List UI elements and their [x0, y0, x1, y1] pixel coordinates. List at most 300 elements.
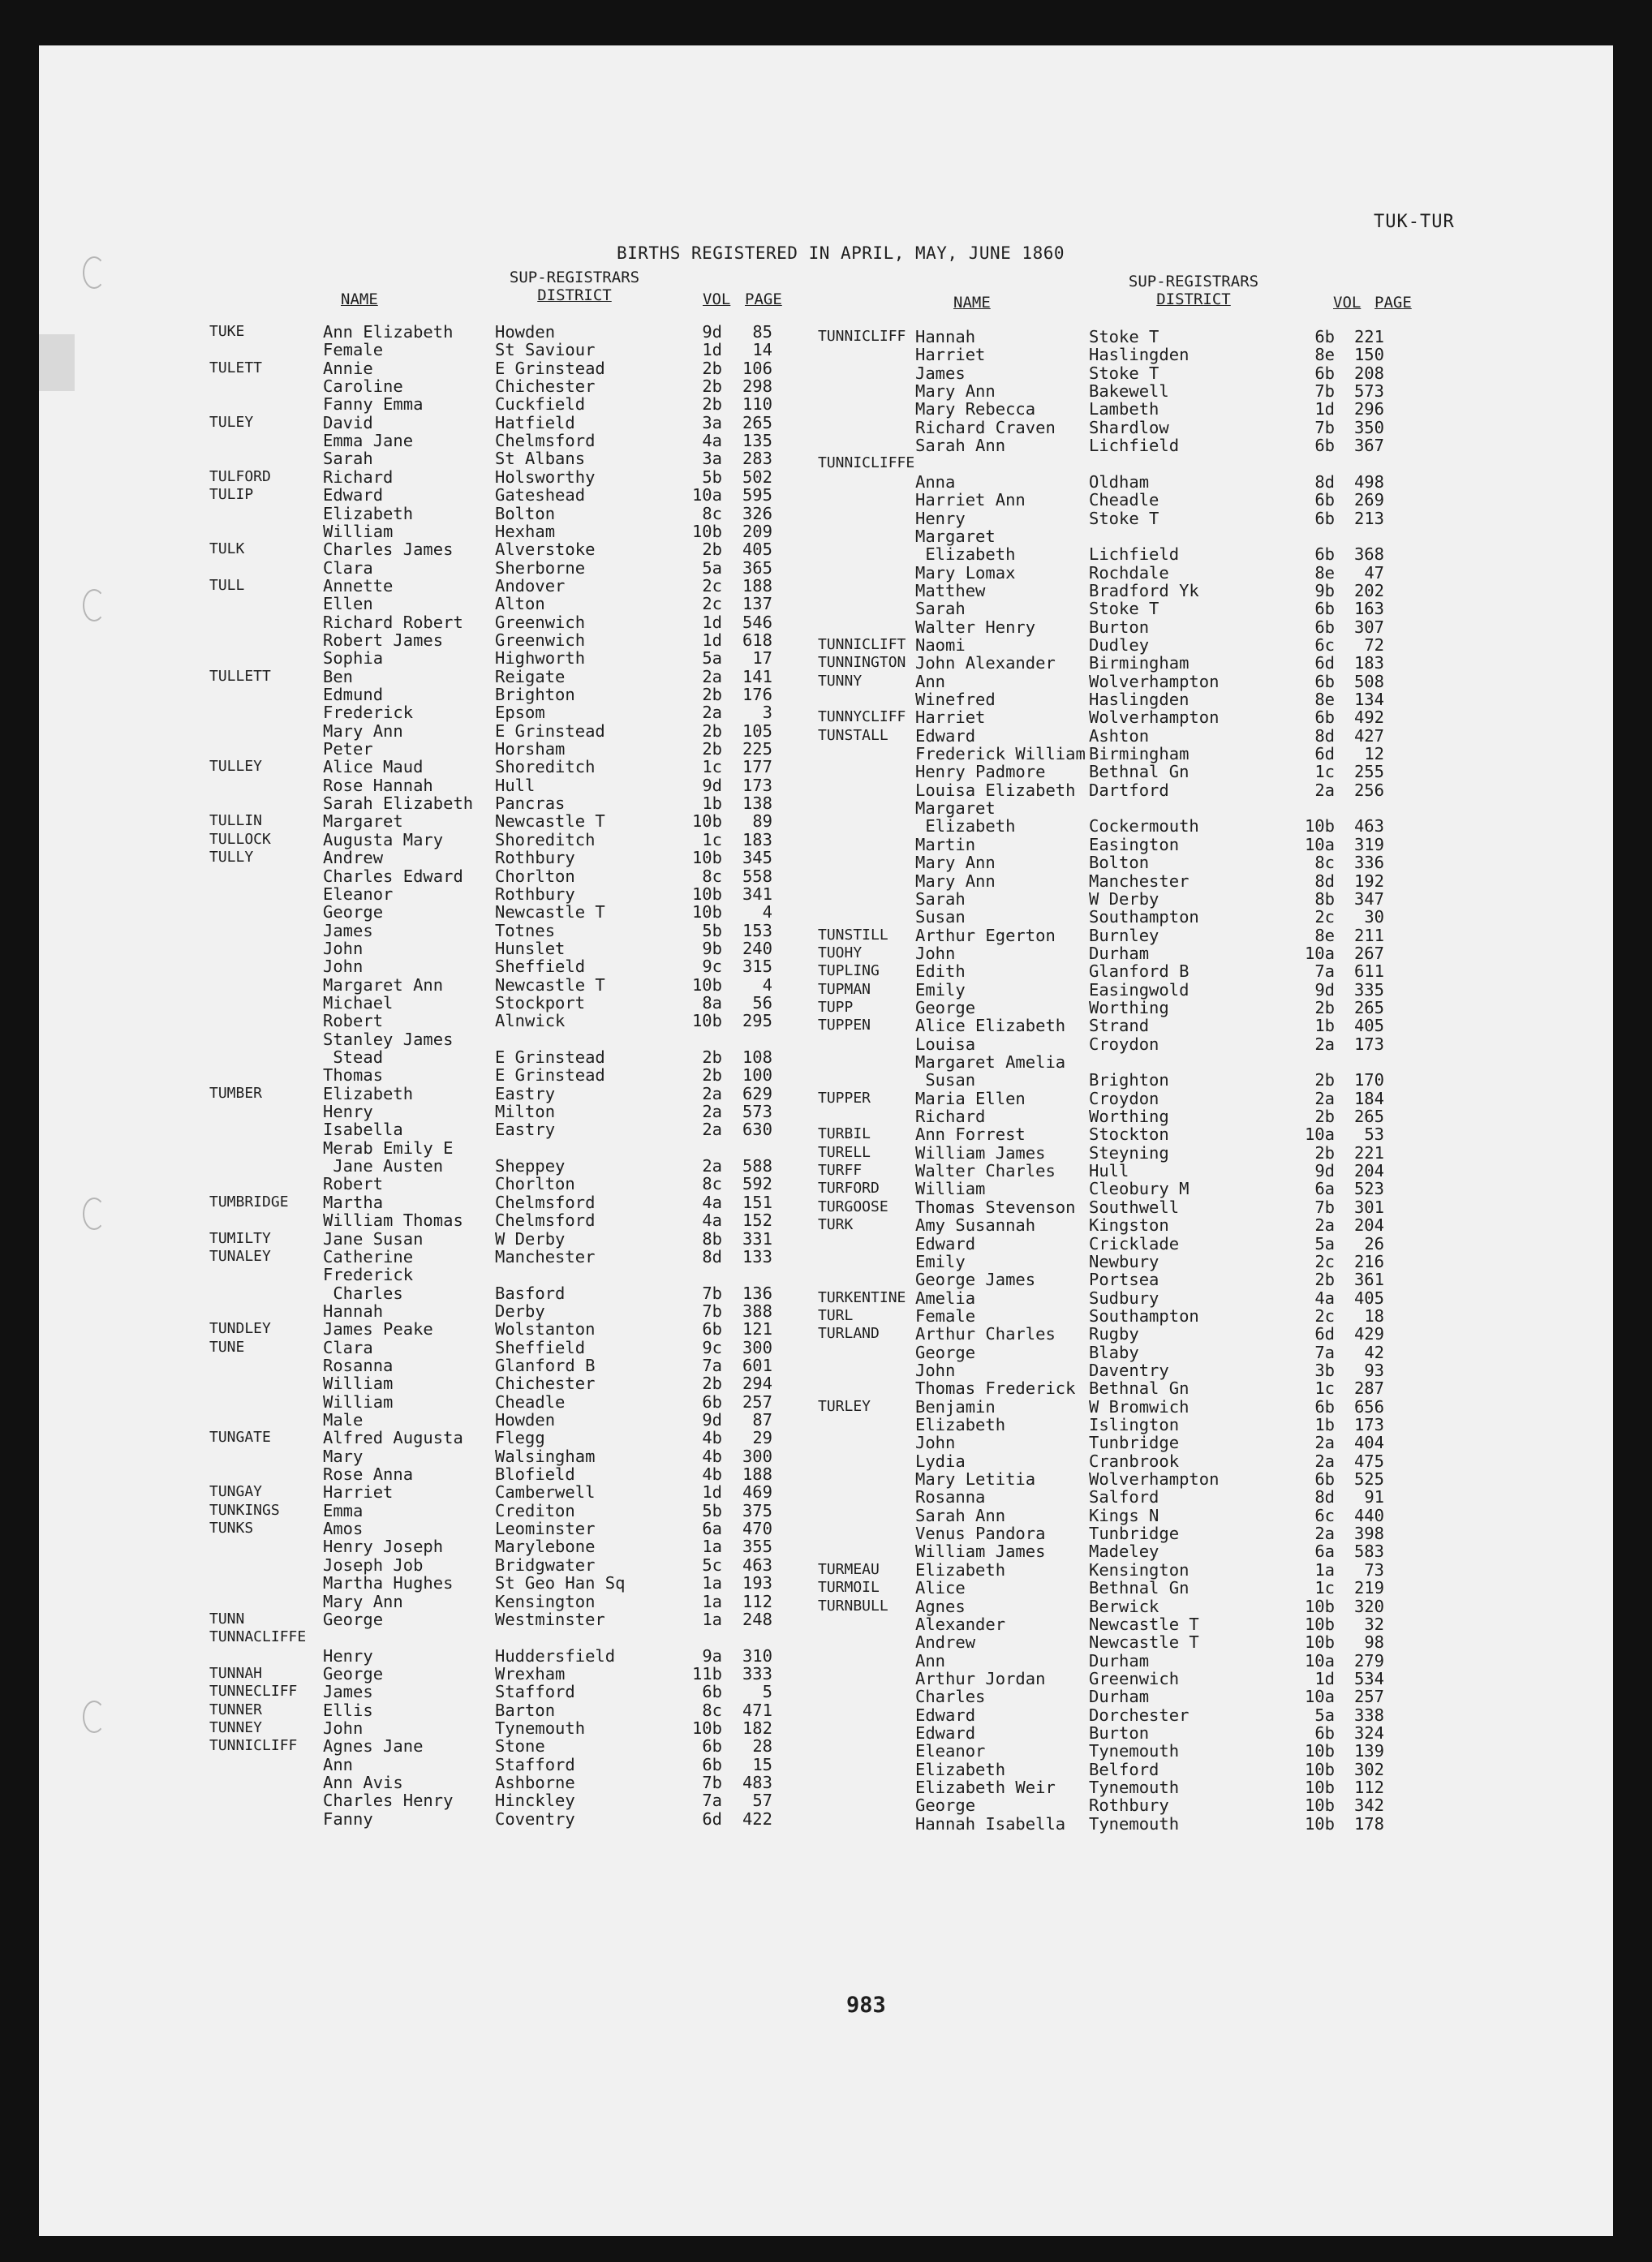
entry-row	[209, 1193, 842, 1211]
entry-row	[209, 323, 842, 341]
entry-district: Burton	[1089, 1722, 1150, 1743]
entry-row	[818, 436, 1475, 454]
entry-vol: 6b	[702, 1754, 722, 1774]
entry-surname: TULLIN	[209, 812, 263, 830]
entry-row	[818, 419, 1475, 436]
entry-vol: 11b	[691, 1663, 722, 1684]
entry-district: Steyning	[1089, 1142, 1169, 1163]
entry-row	[818, 654, 1475, 672]
entry-page: 310	[742, 1645, 772, 1666]
entry-vol: 1b	[1314, 1016, 1335, 1036]
entry-district: St Geo Han Sq	[495, 1573, 626, 1593]
entry-forename: Amy Susannah	[915, 1215, 1036, 1236]
entry-page: 630	[742, 1120, 772, 1140]
entry-surname: TULLEY	[209, 758, 263, 776]
entry-row	[209, 449, 842, 467]
entry-forename: Venus Pandora	[915, 1524, 1046, 1544]
entry-page: 398	[1353, 1524, 1384, 1544]
entry-vol: 8c	[702, 866, 722, 886]
entry-row	[209, 1357, 842, 1374]
entry-vol: 6a	[1314, 1542, 1335, 1562]
entry-forename: Henry	[323, 1645, 373, 1666]
entry-row	[818, 1542, 1475, 1560]
entry-district: E Grinstead	[495, 720, 605, 741]
entry-page: 56	[752, 992, 772, 1013]
entry-forename: Margaret	[323, 811, 403, 832]
entry-district: Durham	[1089, 1650, 1150, 1671]
entry-surname: TURFORD	[818, 1180, 880, 1198]
entry-page: 176	[742, 685, 772, 704]
entry-vol: 1b	[1314, 1415, 1335, 1434]
entry-forename: Walter Henry	[915, 617, 1036, 637]
entry-vol: 2b	[1314, 1107, 1335, 1127]
entry-vol: 6b	[1314, 1396, 1335, 1417]
entry-surname: TUNSTILL	[818, 926, 888, 944]
entry-district: Shoreditch	[495, 829, 596, 849]
entry-page: 595	[742, 485, 772, 505]
entry-forename: Henry	[323, 1102, 373, 1122]
entry-row	[209, 686, 842, 703]
entry-district: Stoke T	[1089, 363, 1159, 383]
entry-forename: Hannah Isabella	[915, 1813, 1066, 1834]
entry-vol: 8c	[702, 1174, 722, 1194]
entry-vol: 5c	[702, 1555, 722, 1575]
entry-vol: 1d	[702, 340, 722, 360]
entry-forename: Susan	[915, 1070, 976, 1090]
entry-page: 255	[1353, 762, 1384, 782]
entry-page: 105	[742, 720, 772, 741]
entry-forename: William	[323, 1374, 394, 1394]
entry-district: Tynemouth	[1089, 1741, 1180, 1761]
entry-forename: Sarah	[323, 449, 373, 469]
entry-forename: Annette	[323, 575, 394, 596]
entry-vol: 8c	[1314, 853, 1335, 873]
entry-vol: 6d	[702, 1808, 722, 1829]
entry-row	[209, 1030, 842, 1048]
entry-district: Pancras	[495, 793, 566, 814]
entry-vol: 10a	[1304, 1650, 1335, 1671]
entry-district: Shoreditch	[495, 757, 596, 777]
entry-page: 469	[742, 1482, 772, 1503]
entry-page: 57	[752, 1791, 772, 1811]
entry-vol: 7b	[1314, 381, 1335, 402]
entry-row	[209, 395, 842, 413]
entry-district: St Saviour	[495, 340, 596, 360]
entry-forename: Ann Elizabeth	[323, 322, 454, 342]
entry-row	[209, 1266, 842, 1284]
entry-district: Lichfield	[1089, 436, 1180, 456]
entry-forename: Alfred Augusta	[323, 1428, 463, 1448]
entry-forename: Edward	[915, 725, 976, 746]
entry-forename: Annie	[323, 358, 373, 378]
entry-page: 221	[1353, 1142, 1384, 1163]
entry-row	[209, 1374, 842, 1392]
entry-page: 193	[742, 1573, 772, 1593]
entry-forename: George	[323, 1609, 384, 1629]
header-district-line2: DISTRICT	[537, 286, 612, 304]
entry-vol: 7b	[702, 1283, 722, 1303]
entry-surname: TULFORD	[209, 467, 271, 485]
entry-district: Greenwich	[495, 612, 586, 632]
entry-vol: 5a	[702, 648, 722, 669]
entry-forename: Elizabeth	[915, 816, 1016, 836]
entry-district: Croydon	[1089, 1088, 1159, 1108]
entry-row	[209, 1610, 842, 1628]
entry-district: Brighton	[495, 685, 575, 704]
entry-vol: 8b	[1314, 888, 1335, 909]
entry-vol: 6b	[702, 1319, 722, 1340]
entry-surname: TUPPEN	[818, 1017, 871, 1034]
entry-forename: James Peake	[323, 1319, 433, 1340]
entry-row	[818, 346, 1475, 363]
entry-forename: Richard	[915, 1107, 986, 1127]
entry-vol: 2b	[1314, 1070, 1335, 1090]
entry-forename: William	[323, 521, 394, 541]
entry-row	[209, 812, 842, 830]
entry-forename: Thomas	[323, 1065, 384, 1086]
entry-page: 300	[742, 1337, 772, 1357]
entry-page: 301	[1353, 1197, 1384, 1217]
entry-district: Wolverhampton	[1089, 707, 1220, 728]
entry-page: 592	[742, 1174, 772, 1194]
entry-forename: Charles Henry	[323, 1791, 454, 1811]
entry-district: Wrexham	[495, 1663, 566, 1684]
entry-row	[818, 1778, 1475, 1796]
entry-row	[818, 1235, 1475, 1253]
entry-row	[209, 1411, 842, 1429]
entry-forename: Harriet	[915, 345, 986, 365]
entry-page: 483	[742, 1773, 772, 1792]
entry-district: Manchester	[495, 1246, 596, 1266]
entry-surname: TULEY	[209, 413, 254, 431]
entry-page: 347	[1353, 888, 1384, 909]
entry-vol: 7a	[1314, 1342, 1335, 1362]
entry-row	[209, 595, 842, 613]
entry-vol: 8e	[1314, 562, 1335, 583]
entry-district: Stafford	[495, 1682, 575, 1702]
entry-vol: 6b	[1314, 1469, 1335, 1490]
entry-district: St Albans	[495, 449, 586, 469]
header-district-line2: DISTRICT	[1156, 290, 1231, 308]
entry-district: Tynemouth	[495, 1718, 586, 1738]
entry-row	[209, 1211, 842, 1229]
entry-row	[209, 1012, 842, 1030]
entry-forename: Thomas Frederick	[915, 1378, 1076, 1399]
entry-surname: TUNNYCLIFF	[818, 708, 906, 726]
entry-vol: 3a	[702, 449, 722, 469]
entry-forename: Mary Lomax	[915, 562, 1016, 583]
entry-page: 656	[1353, 1396, 1384, 1417]
entry-district: Coventry	[495, 1808, 575, 1829]
entry-row	[209, 1665, 842, 1683]
entry-page: 588	[742, 1156, 772, 1176]
entry-forename: Rose Anna	[323, 1464, 414, 1485]
entry-district: Strand	[1089, 1016, 1150, 1036]
entry-row	[209, 994, 842, 1012]
entry-district: Hull	[495, 775, 536, 795]
entry-vol: 10b	[1304, 816, 1335, 836]
entry-forename: George	[915, 997, 976, 1017]
entry-page: 213	[1353, 508, 1384, 528]
entry-surname: TURLAND	[818, 1325, 880, 1343]
entry-row	[209, 1628, 842, 1646]
entry-forename: Margaret	[915, 526, 996, 546]
entry-district: Blaby	[1089, 1342, 1139, 1362]
entry-vol: 3a	[702, 412, 722, 432]
entry-page: 188	[742, 575, 772, 596]
page-index-code: TUK-TUR	[1374, 212, 1455, 232]
entry-page: 345	[742, 848, 772, 868]
entry-vol: 6d	[1314, 1324, 1335, 1344]
entry-row	[818, 1796, 1475, 1814]
entry-row	[209, 1320, 842, 1338]
entry-forename: Richard	[323, 467, 394, 487]
entry-forename: Rosanna	[323, 1355, 394, 1375]
entry-row	[818, 1090, 1475, 1107]
entry-vol: 1a	[1314, 1559, 1335, 1580]
entry-vol: 7a	[1314, 961, 1335, 982]
entry-forename: Elizabeth Weir	[915, 1778, 1056, 1797]
entry-page: 333	[742, 1663, 772, 1684]
entry-vol: 7b	[1314, 417, 1335, 437]
entry-surname: TULK	[209, 540, 245, 558]
entry-vol: 2b	[702, 358, 722, 378]
entry-row	[818, 708, 1475, 726]
entry-page: 534	[1353, 1668, 1384, 1688]
entry-row	[818, 854, 1475, 871]
entry-vol: 1d	[702, 612, 722, 632]
entry-page: 87	[752, 1410, 772, 1430]
entry-row	[818, 1815, 1475, 1833]
entry-vol: 4a	[702, 1211, 722, 1231]
entry-page: 326	[742, 503, 772, 523]
entry-forename: Susan	[915, 907, 966, 927]
entry-page: 134	[1353, 690, 1384, 709]
entry-row	[818, 1488, 1475, 1506]
entry-row	[818, 1017, 1475, 1034]
entry-forename: Edward	[915, 1705, 976, 1725]
entry-forename: Robert James	[323, 630, 444, 650]
entry-row	[818, 1289, 1475, 1307]
entry-vol: 2b	[702, 1047, 722, 1067]
entry-row	[818, 908, 1475, 926]
entry-vol: 7a	[702, 1791, 722, 1811]
entry-page: 295	[742, 1011, 772, 1031]
entry-page: 265	[1353, 1107, 1384, 1127]
entry-surname: TUNALEY	[209, 1247, 271, 1265]
entry-vol: 2b	[702, 1065, 722, 1086]
entry-vol: 8c	[702, 1700, 722, 1720]
entry-page: 108	[742, 1047, 772, 1067]
entry-page: 138	[742, 793, 772, 814]
entry-vol: 2a	[1314, 1524, 1335, 1544]
entry-district: Tunbridge	[1089, 1524, 1180, 1544]
entry-surname: TUMBRIDGE	[209, 1193, 289, 1211]
entry-district: Eastry	[495, 1120, 556, 1140]
entry-vol: 8d	[1314, 725, 1335, 746]
entry-forename: Hannah	[915, 327, 976, 346]
entry-page: 365	[742, 557, 772, 578]
entry-page: 611	[1353, 961, 1384, 982]
entry-district: Chorlton	[495, 866, 575, 886]
entry-forename: Arthur Charles	[915, 1324, 1056, 1344]
entry-page: 302	[1353, 1759, 1384, 1779]
entry-vol: 8a	[702, 992, 722, 1013]
entry-vol: 6b	[1314, 508, 1335, 528]
entry-forename: Ellen	[323, 594, 373, 614]
entry-district: Wolstanton	[495, 1319, 596, 1340]
entry-district: Camberwell	[495, 1482, 596, 1503]
entry-district: Totnes	[495, 920, 556, 940]
entry-forename: George	[915, 1795, 976, 1816]
entry-forename: Stead	[323, 1047, 384, 1067]
entry-page: 361	[1353, 1270, 1384, 1290]
entry-forename: Agnes Jane	[323, 1736, 424, 1757]
entry-vol: 6d	[1314, 653, 1335, 673]
entry-row	[818, 836, 1475, 854]
entry-row	[209, 903, 842, 921]
entry-row	[209, 722, 842, 740]
entry-district: Dorchester	[1089, 1705, 1190, 1725]
entry-district: Sheffield	[495, 957, 586, 977]
entry-page: 405	[1353, 1288, 1384, 1308]
entry-row	[818, 1670, 1475, 1688]
entry-surname: TURELL	[818, 1143, 871, 1161]
entry-page: 133	[742, 1246, 772, 1266]
entry-forename: Ann	[323, 1754, 354, 1774]
entry-surname: TUNNICLIFF	[209, 1737, 298, 1755]
entry-forename: Mary Ann	[915, 853, 996, 873]
entry-forename: Alice	[915, 1578, 966, 1598]
entry-page: 523	[1353, 1179, 1384, 1199]
entry-district: Stockton	[1089, 1125, 1169, 1145]
entry-page: 298	[742, 376, 772, 397]
entry-district: Stoke T	[1089, 508, 1159, 528]
entry-district: Kensington	[1089, 1559, 1190, 1580]
entry-row	[818, 1253, 1475, 1271]
entry-vol: 8e	[1314, 345, 1335, 365]
entry-vol: 2a	[1314, 1451, 1335, 1471]
entry-district: Reigate	[495, 666, 566, 686]
entry-vol: 6b	[702, 1736, 722, 1757]
entry-vol: 10b	[691, 521, 722, 541]
entry-vol: 10b	[1304, 1741, 1335, 1761]
entry-page: 265	[742, 412, 772, 432]
entry-row	[818, 1107, 1475, 1125]
entry-surname: TUNGAY	[209, 1483, 263, 1501]
entry-forename: Amelia	[915, 1288, 976, 1308]
entry-vol: 6b	[1314, 707, 1335, 728]
entry-district: Stockport	[495, 992, 586, 1013]
entry-forename: Edward	[323, 485, 384, 505]
entry-district: Birmingham	[1089, 653, 1190, 673]
entry-vol: 6b	[1314, 544, 1335, 565]
entry-page: 367	[1353, 436, 1384, 456]
entry-vol: 7b	[1314, 1197, 1335, 1217]
entry-row	[818, 745, 1475, 763]
entry-forename: Benjamin	[915, 1396, 996, 1417]
entry-surname: TUNNAH	[209, 1664, 263, 1682]
entry-row	[209, 1483, 842, 1501]
entry-forename: Michael	[323, 992, 394, 1013]
entry-vol: 6c	[1314, 634, 1335, 655]
entry-forename: Frederick	[323, 703, 414, 723]
entry-surname: TUPMAN	[818, 980, 871, 998]
entry-district: Andover	[495, 575, 566, 596]
entry-district: W Bromwich	[1089, 1396, 1190, 1417]
entry-district: Islington	[1089, 1415, 1180, 1434]
entry-page: 112	[1353, 1778, 1384, 1797]
entry-vol: 2b	[702, 394, 722, 415]
entry-surname: TUPPER	[818, 1089, 871, 1107]
entry-page: 618	[742, 630, 772, 650]
entry-row	[209, 414, 842, 432]
entry-forename: Mary Ann	[915, 381, 996, 402]
entry-forename: Jane Austen	[323, 1156, 444, 1176]
entry-vol: 1a	[702, 1609, 722, 1629]
entry-forename: Winefred	[915, 690, 996, 709]
entry-page: 150	[1353, 345, 1384, 365]
entry-forename: Ann Avis	[323, 1773, 403, 1792]
entry-row	[209, 1719, 842, 1737]
entry-row	[818, 1598, 1475, 1615]
entry-surname: TULETT	[209, 359, 263, 376]
entry-page: 141	[742, 666, 772, 686]
entry-district: Birmingham	[1089, 744, 1190, 764]
entry-district: Newcastle T	[495, 974, 605, 995]
entry-page: 307	[1353, 617, 1384, 637]
entry-vol: 1c	[702, 829, 722, 849]
entry-vol: 1b	[702, 793, 722, 814]
entry-forename: George	[915, 1342, 976, 1362]
entry-row	[209, 1520, 842, 1537]
entry-forename: Mary Ann	[323, 1591, 403, 1611]
entry-row	[818, 328, 1475, 346]
entry-vol: 7b	[702, 1773, 722, 1792]
entry-forename: Agnes	[915, 1596, 966, 1616]
entry-page: 202	[1353, 580, 1384, 600]
entry-vol: 8b	[702, 1228, 722, 1249]
entry-forename: Sarah Elizabeth	[323, 793, 474, 814]
entry-row	[209, 776, 842, 794]
entry-district: Newcastle T	[495, 811, 605, 832]
entry-district: Burton	[1089, 617, 1150, 637]
entry-district: Highworth	[495, 648, 586, 669]
entry-row	[818, 400, 1475, 418]
entry-district: Rugby	[1089, 1324, 1139, 1344]
entry-row	[209, 1175, 842, 1193]
entry-district: E Grinstead	[495, 1047, 605, 1067]
entry-district: Cheadle	[1089, 490, 1159, 510]
entry-page: 404	[1353, 1433, 1384, 1453]
entry-page: 178	[1353, 1813, 1384, 1834]
entry-forename: Emma Jane	[323, 431, 414, 451]
entry-forename: Alice Maud	[323, 757, 424, 777]
entry-vol: 10b	[1304, 1632, 1335, 1653]
entry-vol: 7b	[702, 1301, 722, 1321]
entry-row	[818, 1507, 1475, 1524]
entry-district: Kings N	[1089, 1505, 1159, 1525]
entry-forename: Charles James	[323, 540, 454, 560]
entry-forename: Louisa	[915, 1034, 976, 1054]
entry-district: Alnwick	[495, 1011, 566, 1031]
entry-forename: Charles Edward	[323, 866, 463, 886]
entry-vol: 1d	[1314, 1668, 1335, 1688]
entry-row	[209, 1556, 842, 1574]
entry-row	[818, 527, 1475, 545]
entry-district: Leominster	[495, 1519, 596, 1539]
entry-row	[209, 468, 842, 486]
